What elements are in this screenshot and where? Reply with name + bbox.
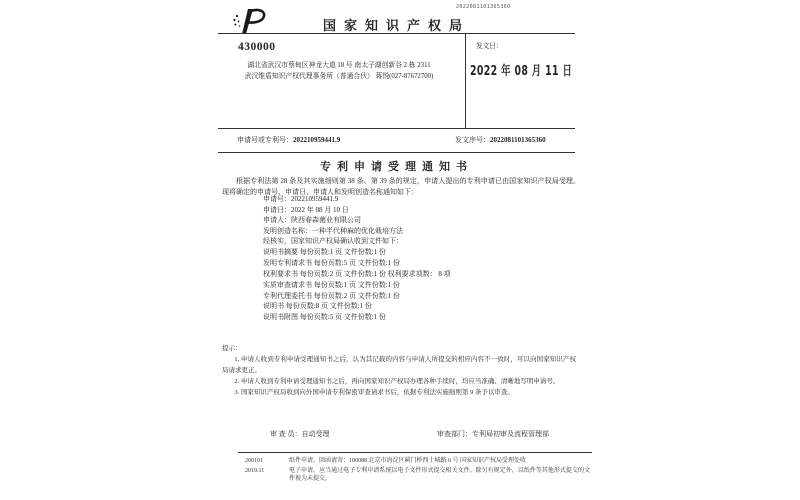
department-value: 专利局初审及流程管理部	[472, 430, 549, 438]
footer-rule	[238, 452, 592, 453]
document-item: 发明专利请求书 每份页数:5 页 文件份数:1 份	[263, 258, 400, 267]
barcode-number: 2022081101365360	[456, 4, 511, 10]
document-item: 专利代理委托书 每份页数:2 页 文件份数:1 份	[263, 291, 400, 300]
footer-row	[245, 467, 590, 484]
application-number-value: 202210959441.9	[293, 136, 341, 144]
recipient-postcode: 430000	[238, 41, 276, 53]
examiner-line	[270, 429, 330, 439]
recipient-address	[210, 60, 468, 82]
notice-intro-paragraph: 根据专利法第 28 条及其实施细则第 38 条、第 39 条的规定，申请人提出的专利申请已由国家知识产权局受理。现将确定的申请号、申请日、申请人和发明创造名称通知如下：	[222, 177, 580, 196]
examiner-value: 自动受理	[301, 430, 330, 438]
reference-rule-bottom	[218, 152, 575, 153]
dispatch-serial-label: 发文序号：	[455, 136, 490, 144]
field-applicant: 申请人：陕西春森菌业有限公司	[263, 216, 361, 225]
reference-rule-top	[218, 128, 575, 129]
footer-form-version: 2019.11	[245, 467, 265, 474]
department-line	[437, 429, 549, 439]
footer-form-code: 200101	[245, 458, 263, 464]
dispatch-date-label: 发文日：	[476, 43, 503, 50]
field-invention-title: 发明创造名称：一种半代种麻的优化栽培方法	[263, 226, 403, 235]
document-item: 说明书附图 每份页数:5 页 文件份数:1 份	[263, 313, 386, 322]
examiner-label: 审 查 员：	[270, 430, 302, 438]
agency-title: 国家知识产权局	[322, 18, 470, 33]
document-item: 说明书 每份页数:8 页 文件份数:1 份	[263, 302, 372, 311]
field-application-number: 申请号：202210959441.9	[263, 195, 339, 203]
note-item-2: 2. 申请人收到专利申请受理通知书之后，再向国家知识产权局办理各种手续时，均应当准确、清晰地写明申请号。	[234, 378, 560, 385]
document-item: 实质审查请求书 每份页数:1 页 文件份数:1 份	[263, 280, 400, 289]
footer-paper-filing-note: 纸件申请，回函请寄：100088 北京市海淀区蓟门桥西土城路 6 号 国家知识产权局受理处收	[289, 458, 527, 464]
notes-section	[222, 343, 576, 398]
document-body	[180, 0, 620, 500]
received-documents-list	[263, 236, 451, 323]
field-application-date: 申请日：2022 年 08 月 10 日	[263, 205, 349, 214]
header-rule	[218, 33, 575, 34]
dispatch-serial-value: 2022081101365360	[490, 136, 546, 144]
notes-title: 提示：	[222, 345, 242, 352]
application-number-label: 申请号或专利号：	[237, 136, 293, 144]
recipient-address-line1: 湖北省武汉市蔡甸区神龙大道 18 号 南太子湖创新谷 2 栋 2311	[247, 62, 431, 69]
footer-row	[245, 457, 590, 466]
footer-notes	[245, 457, 590, 485]
note-item-1: 1. 申请人收到专利申请受理通知书之后，认为其记载的内容与申请人所提交的相应内容不一致时，可以向国家知识产权局请求更正。	[222, 356, 576, 374]
recipient-address-line2: 武汉维盾知识产权代理事务所（普通合伙） 蒋悦(027-87672700)	[244, 73, 434, 80]
application-fields	[263, 194, 403, 236]
notice-title: 专利申请受理通知书	[320, 161, 473, 173]
application-number	[237, 135, 340, 145]
document-item: 说明书摘要 每份页数:1 页 文件份数:1 份	[263, 247, 386, 256]
received-documents-intro: 经核实，国家知识产权局确认收到文件如下：	[263, 237, 403, 245]
footer-e-filing-note: 电子申请，应当通过电子专利申请系统以电子文件形式提交相关文件。除另有规定外，以纸件等其他形式提交的文件视为未提交。	[289, 467, 590, 483]
dispatch-serial	[455, 135, 546, 145]
document-item: 权利要求书 每份页数:2 页 文件份数:1 份 权利要求项数： 8 项	[263, 269, 451, 278]
note-item-3: 3. 国家知识产权局收到向外国申请专利保密审查请求书后，依据专利法实施细则第 9 条予以审查。	[234, 389, 514, 396]
department-label: 审查部门：	[437, 430, 472, 438]
dispatch-date-value: 2022 年 08 月 11 日	[470, 64, 573, 79]
